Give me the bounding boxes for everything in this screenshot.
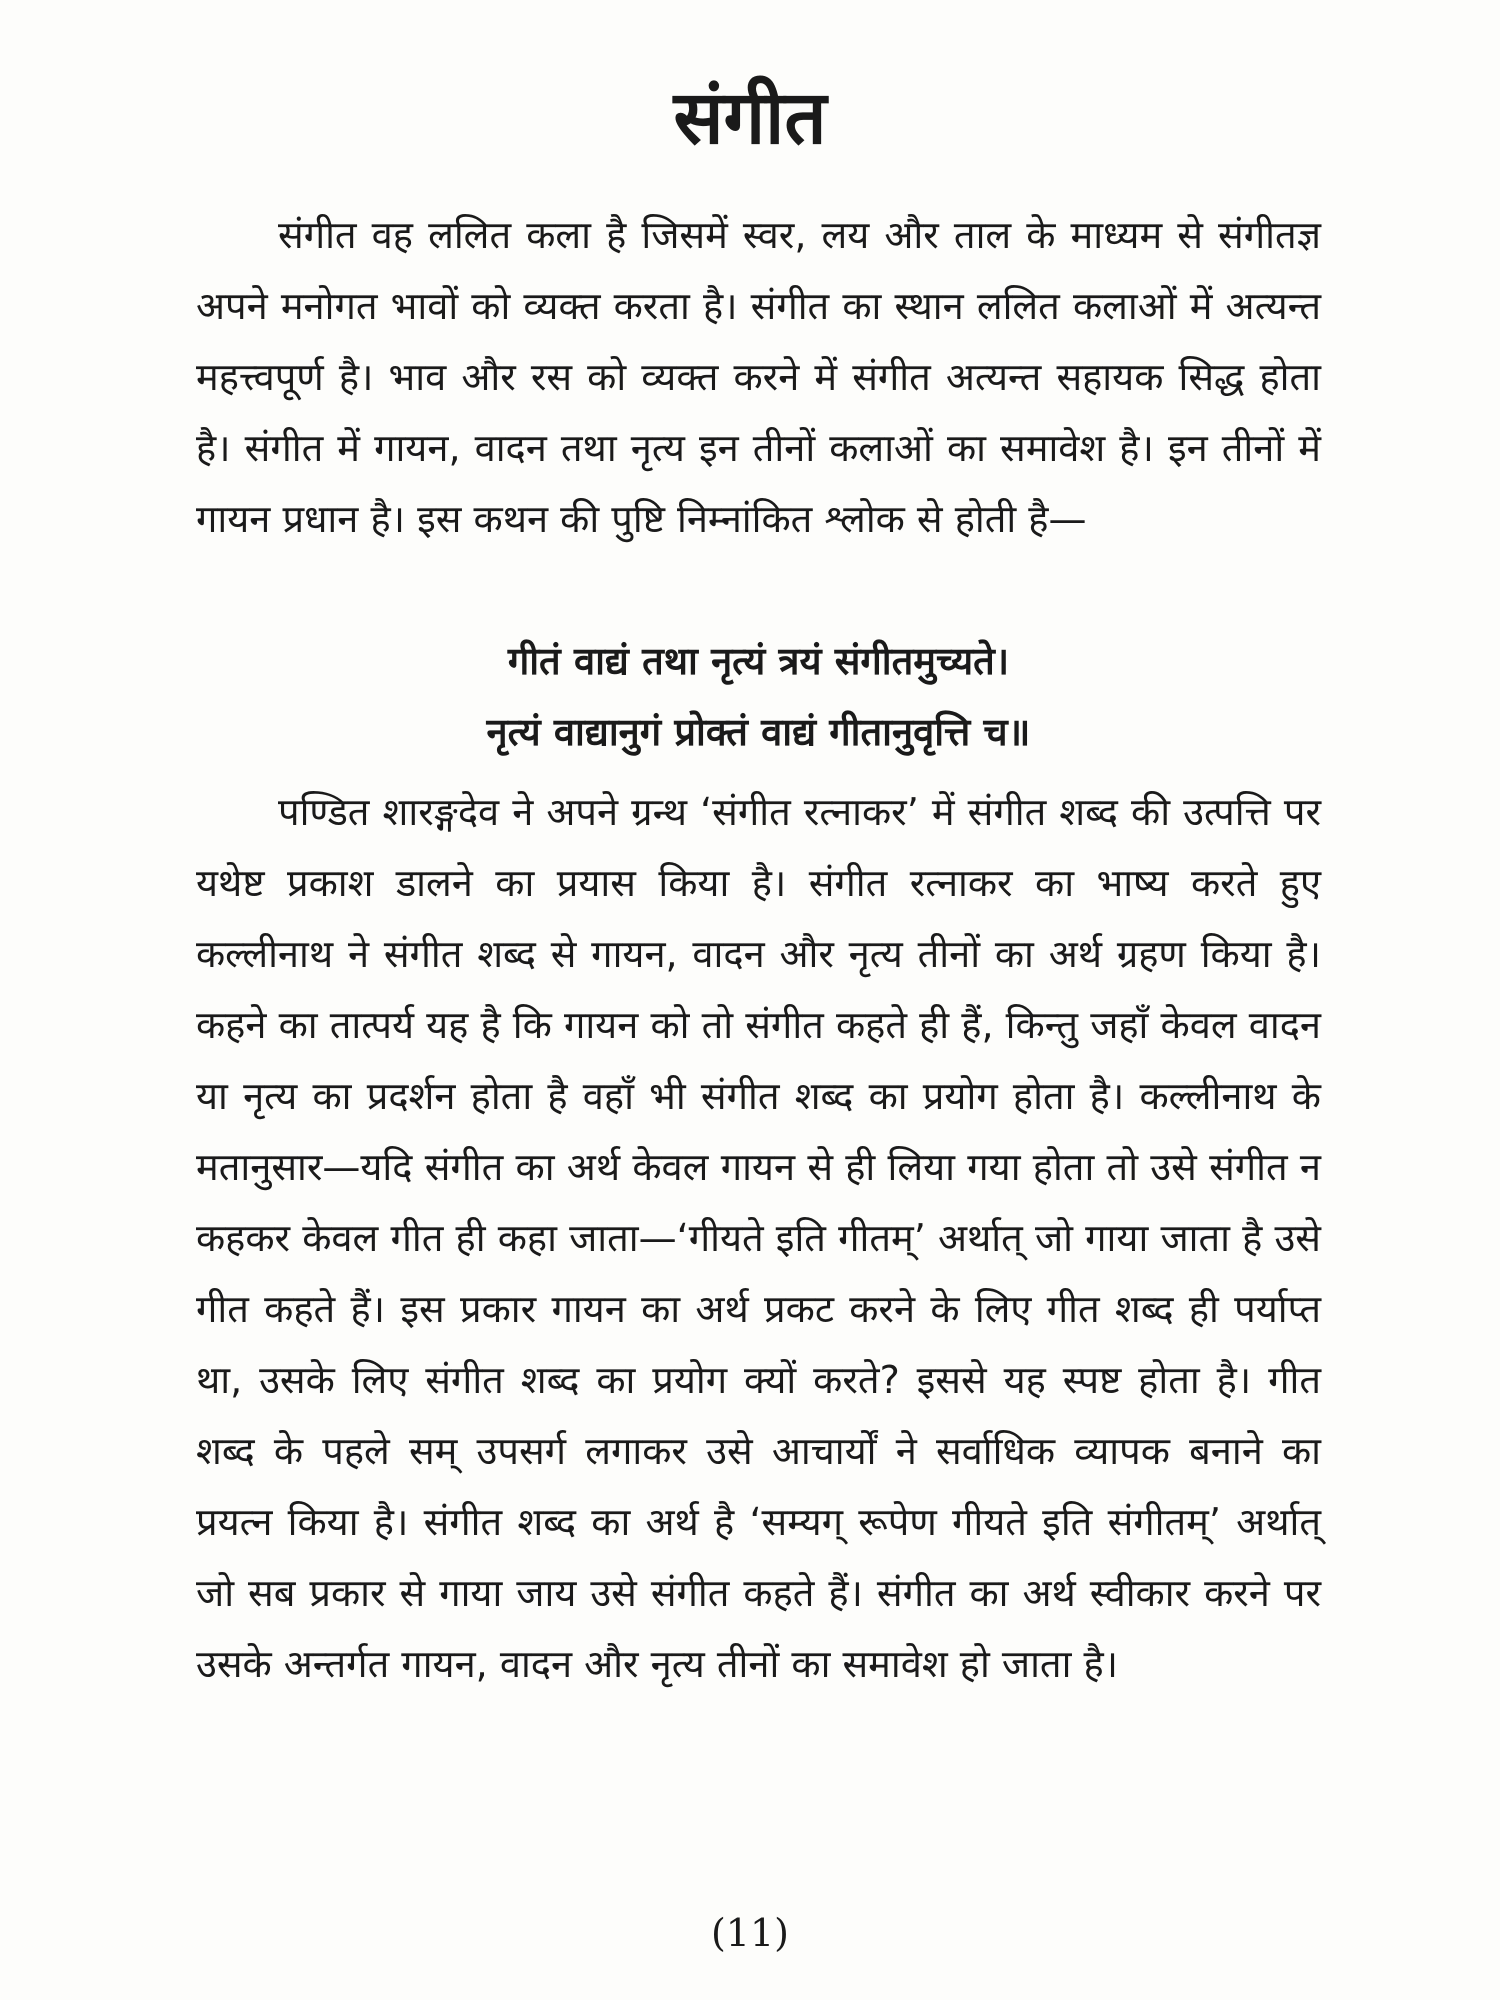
main-paragraph: पण्डित शारङ्गदेव ने अपने ग्रन्थ ‘संगीत रत्नाकर’ में संगीत शब्द की उत्पत्ति पर यथेष्ट प्रकाश डालने का प्रयास किया है। संगीत रत्नाकर का भाष्य करते हुए कल्लीनाथ ने संगीत शब्द से गायन, वादन और नृत्य तीनों का अर्थ ग्रहण किया है। कहने का तात्पर्य यह है कि गायन को तो संगीत कहते ही हैं, किन्तु जहाँ केवल वादन या नृत्य का प्रदर्शन होता है वहाँ भी संगीत शब्द का प्रयोग होता है। कल्लीनाथ के मतानुसार—यदि संगीत का अर्थ केवल गायन से ही लिया गया होता तो उसे संगीत न कहकर केवल गीत ही कहा जाता—‘गीयते इति गीतम्’ अर्थात् जो गाया जाता है उसे गीत कहते हैं। इस प्रकार गायन का अर्थ प्रकट करने के लिए गीत शब्द ही पर्याप्त था, उसके लिए संगीत शब्द का प्रयोग क्यों करते? इससे यह स्पष्ट होता है। गीत शब्द के पहले सम् उपसर्ग लगाकर उसे आचार्यों ने सर्वाधिक व्यापक बनाने का प्रयत्न किया है। संगीत शब्द का अर्थ है ‘सम्यग् रूपेण गीयते इति संगीतम्’ अर्थात् जो सब प्रकार से गाया जाय उसे संगीत कहते हैं। संगीत का अर्थ स्वीकार करने पर उसके अन्तर्गत गायन, वादन और नृत्य तीनों का समावेश हो जाता है। [196, 790, 1321, 1686]
shloka-line-2: नृत्यं वाद्यानुगं प्रोक्तं वाद्यं गीतानुवृत्ति च॥ [486, 710, 1031, 754]
page-number: (11) [710, 1911, 789, 1955]
shloka-line-1: गीतं वाद्यं तथा नृत्यं त्रयं संगीतमुच्यते। [507, 639, 1010, 683]
page-title: संगीत [673, 75, 827, 161]
intro-paragraph: संगीत वह ललित कला है जिसमें स्वर, लय और ताल के माध्यम से संगीतज्ञ अपने मनोगत भावों को व्यक्त करता है। संगीत का स्थान ललित कलाओं में अत्यन्त महत्त्वपूर्ण है। भाव और रस को व्यक्त करने में संगीत अत्यन्त सहायक सिद्ध होता है। संगीत में गायन, वादन तथा नृत्य इन तीनों कलाओं का समावेश है। इन तीनों में गायन प्रधान है। इस कथन की पुष्टि निम्नांकित श्लोक से होती है— [196, 213, 1321, 541]
